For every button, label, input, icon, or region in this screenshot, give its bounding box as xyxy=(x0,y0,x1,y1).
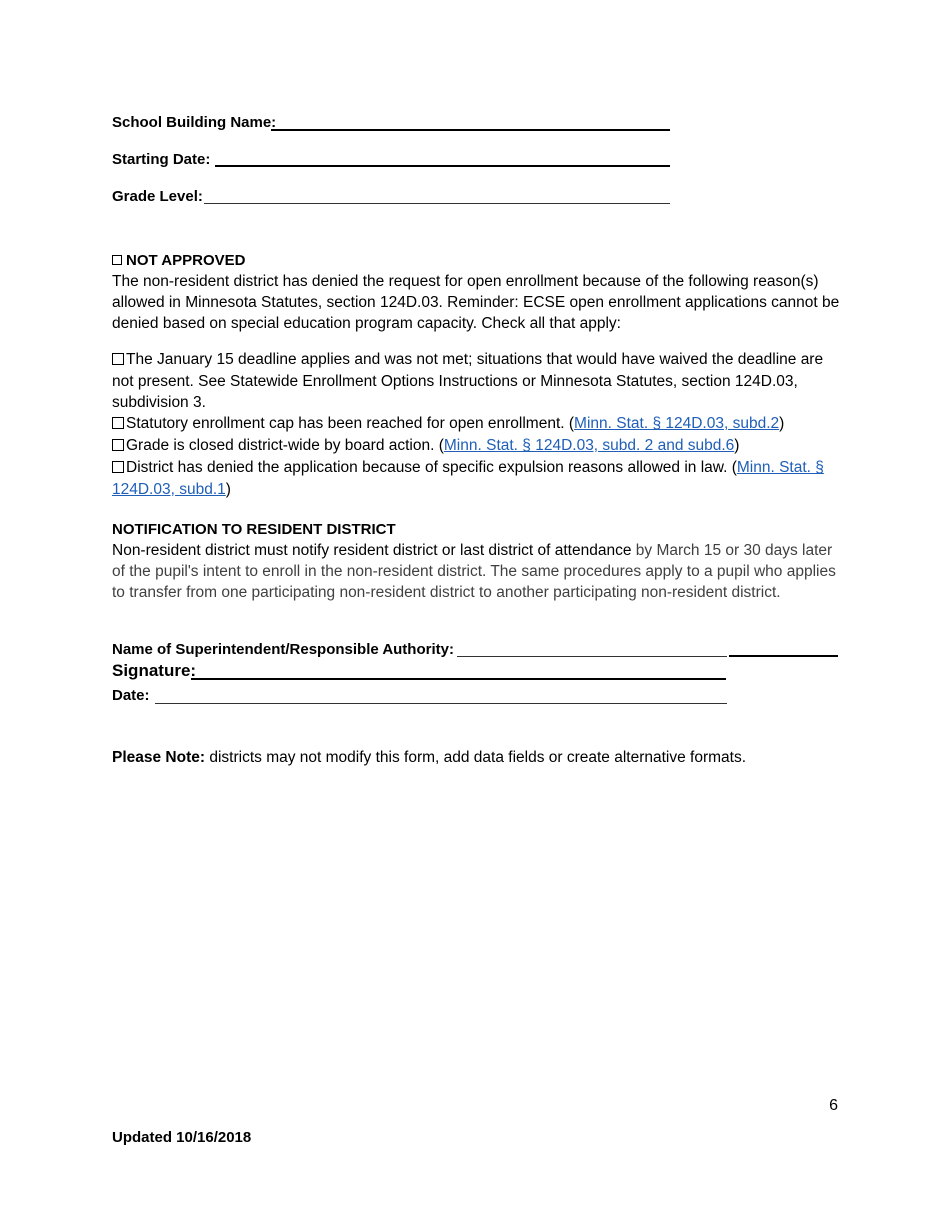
page-number: 6 xyxy=(829,1097,838,1114)
updated-date: Updated 10/16/2018 xyxy=(112,1129,252,1146)
reason-checkbox-icon[interactable] xyxy=(112,439,124,451)
grade-level-field[interactable] xyxy=(204,203,670,204)
notification-text-part1: Non-resident district must notify resident district or last district of attendance xyxy=(112,542,632,559)
reason-item xyxy=(112,457,842,500)
not-approved-intro: The non-resident district has denied the request for open enrollment because of the following reason(s) allowed in Minnesota Statutes, section 124D.03. Reminder: ECSE open enrollment applications cannot be denied based on special education program capacity. Check all that apply: xyxy=(112,273,840,332)
school-building-label: School Building Name: xyxy=(112,114,277,131)
not-approved-title: NOT APPROVED xyxy=(126,252,246,269)
date-label: Date: xyxy=(112,687,150,704)
please-note-text: districts may not modify this form, add data fields or create alternative formats. xyxy=(205,749,747,766)
superintendent-label: Name of Superintendent/Responsible Authority: xyxy=(112,641,454,658)
notification-heading: NOTIFICATION TO RESIDENT DISTRICT xyxy=(112,521,396,538)
reason-checkbox-icon[interactable] xyxy=(112,353,124,365)
notification-text xyxy=(112,540,842,603)
starting-date-field[interactable] xyxy=(215,165,670,167)
please-note xyxy=(112,747,842,768)
notification-text-part2: by March 15 or 30 days later of the pupil's intent to enroll in the non-resident district. The same procedures apply to a pupil who applies to transfer from one participating non-resident district to another participating non-resident district. xyxy=(112,542,836,601)
reason-checkbox-icon[interactable] xyxy=(112,461,124,473)
reason-item xyxy=(112,349,842,414)
reason-item xyxy=(112,413,842,435)
signature-field[interactable] xyxy=(191,678,726,680)
statute-link[interactable]: Minn. Stat. § 124D.03, subd. 2 and subd.6 xyxy=(443,437,735,454)
statute-link[interactable]: Minn. Stat. § 124D.03, subd.2 xyxy=(574,415,780,432)
reason-text: Grade is closed district-wide by board action. ( xyxy=(126,437,444,454)
superintendent-field[interactable] xyxy=(457,656,727,657)
not-approved-checkbox-icon[interactable] xyxy=(112,255,122,265)
reason-text: District has denied the application because of specific expulsion reasons allowed in law. ( xyxy=(126,459,737,476)
date-field[interactable] xyxy=(155,703,727,704)
reason-text: The January 15 deadline applies and was not met; situations that would have waived the deadline are not present. See Statewide Enrollment Options Instructions or Minnesota Statutes, section 124D.03, subdivision 3. xyxy=(112,351,824,411)
please-note-label: Please Note: xyxy=(112,749,206,766)
reason-close: ) xyxy=(779,415,785,432)
reason-text: Statutory enrollment cap has been reached for open enrollment. ( xyxy=(126,415,575,432)
superintendent-field-extension xyxy=(729,655,838,657)
grade-level-label: Grade Level: xyxy=(112,188,203,205)
reason-checkbox-icon[interactable] xyxy=(112,417,124,429)
starting-date-label: Starting Date: xyxy=(112,151,211,168)
school-building-field[interactable] xyxy=(271,129,670,131)
statute-link[interactable]: Minn. Stat. § 124D.03, subd.1 xyxy=(112,459,824,498)
reason-close: ) xyxy=(225,480,231,498)
reason-item xyxy=(112,435,842,457)
reason-close: ) xyxy=(734,437,740,454)
signature-label: Signature: xyxy=(112,661,197,680)
not-approved-heading xyxy=(112,250,245,271)
